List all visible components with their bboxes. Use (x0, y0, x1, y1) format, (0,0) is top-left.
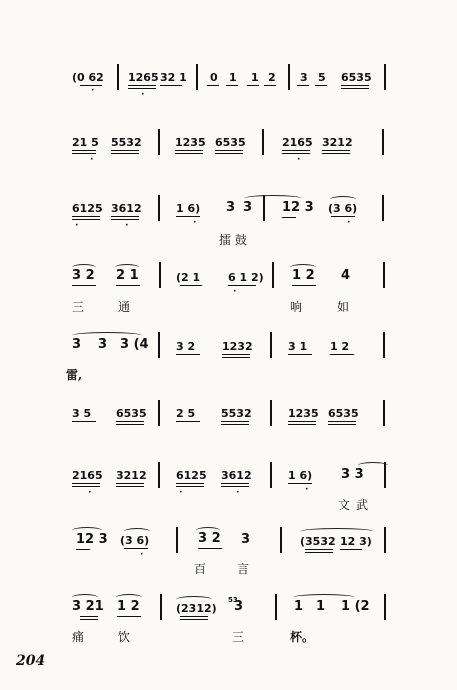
barline (262, 129, 264, 155)
underline (176, 483, 204, 484)
note: 3 (241, 532, 251, 547)
underline (247, 85, 259, 86)
lyric: 响 (290, 300, 303, 314)
note: 1 (251, 71, 259, 84)
underline (175, 150, 203, 151)
barline (288, 64, 290, 90)
slur-mark (330, 196, 356, 203)
note-group: (3532 (300, 535, 336, 548)
note-group: 6535 (328, 407, 359, 420)
underline (72, 216, 100, 217)
underline (198, 548, 222, 549)
underline (222, 354, 250, 355)
barline (384, 527, 386, 553)
underline (180, 616, 208, 617)
note-group: 2165 (282, 136, 313, 149)
underline (111, 219, 139, 220)
underline (288, 483, 312, 484)
barline (382, 129, 384, 155)
low-dot: · (179, 488, 183, 498)
note-group: 3 2 (72, 268, 95, 283)
note-group: 5532 (221, 407, 252, 420)
lyric: 雷, (66, 368, 83, 382)
note-group: 3 2 (176, 340, 196, 353)
lyric: 武 (356, 498, 369, 512)
underline (221, 486, 249, 487)
lyric: 言 (237, 562, 250, 576)
staff-row-9 (0, 592, 457, 672)
note-group: 1232 (222, 340, 253, 353)
underline (292, 285, 316, 286)
underline (221, 424, 249, 425)
note-group: 32 1 (160, 71, 187, 84)
lyric: 如 (337, 300, 350, 314)
slur-mark (300, 528, 374, 535)
note-group: 3 (4 (120, 337, 149, 352)
underline (116, 424, 144, 425)
underline (264, 85, 276, 86)
note-group: 1 2 (330, 340, 350, 353)
underline (221, 421, 249, 422)
note-group: 6 1 2) (228, 271, 264, 284)
underline (288, 354, 312, 355)
underline (72, 421, 96, 422)
underline (176, 486, 204, 487)
barline (196, 64, 198, 90)
barline (382, 195, 384, 221)
note: 3 (243, 200, 253, 215)
underline (297, 85, 309, 86)
underline (180, 285, 202, 286)
grace-notes: 53 (228, 596, 238, 604)
underline (305, 552, 333, 553)
note: 3 (72, 337, 82, 352)
underline (328, 424, 356, 425)
low-dot: · (193, 218, 197, 228)
underline (111, 153, 139, 154)
underline (116, 483, 144, 484)
note-group: 3 2 (198, 531, 221, 546)
note-group: 3612 (111, 202, 142, 215)
note-group: (3 6) (120, 534, 150, 547)
underline (226, 85, 238, 86)
note: 3 (226, 200, 236, 215)
underline (175, 153, 203, 154)
note-group: 12 3) (340, 535, 372, 548)
lyric: 通 (118, 300, 131, 314)
barline (158, 400, 160, 426)
underline (117, 616, 141, 617)
note: 2 (268, 71, 276, 84)
underline (288, 424, 316, 425)
note-group: 3 3 (341, 467, 364, 482)
underline (282, 150, 310, 151)
underline (111, 150, 139, 151)
staff-row-3 (0, 193, 457, 273)
underline (331, 216, 355, 217)
underline (341, 85, 369, 86)
barline (159, 262, 161, 288)
note-group: 1 (2 (341, 599, 370, 614)
low-dot: · (75, 221, 79, 231)
underline (72, 285, 96, 286)
note-group: (2 1 (176, 271, 201, 284)
underline (128, 85, 156, 86)
note: 1 (316, 599, 326, 614)
underline (176, 354, 200, 355)
underline (180, 619, 208, 620)
underline (288, 421, 316, 422)
barline (280, 527, 282, 553)
underline (72, 486, 100, 487)
underline (176, 421, 200, 422)
underline (282, 153, 310, 154)
note-group: 6125 (72, 202, 103, 215)
low-dot: · (297, 155, 301, 165)
underline (116, 285, 140, 286)
low-dot: · (125, 221, 129, 231)
barline (384, 64, 386, 90)
note: 0 (210, 71, 218, 84)
note-group: 1 6) (288, 469, 313, 482)
barline (158, 129, 160, 155)
barline (383, 400, 385, 426)
barline (176, 527, 178, 553)
underline (340, 549, 362, 550)
note: 3 (300, 71, 308, 84)
note-group: (0 62 (72, 71, 104, 84)
barline (158, 462, 160, 488)
barline (275, 594, 277, 620)
underline (207, 85, 219, 86)
note-group: 3 1 (288, 340, 308, 353)
note-group: 3612 (221, 469, 252, 482)
underline (322, 150, 350, 151)
note-group: 1235 (288, 407, 319, 420)
low-dot: · (91, 86, 95, 96)
note: 3 (98, 337, 108, 352)
low-dot: · (90, 155, 94, 165)
barline (270, 400, 272, 426)
underline (282, 217, 296, 218)
note: 1 (229, 71, 237, 84)
note-group: 2165 (72, 469, 103, 482)
barline (263, 195, 265, 221)
underline (128, 88, 156, 89)
note: 3 (234, 599, 244, 614)
lyric: 三 (232, 630, 245, 644)
lyric: 杯。 (290, 630, 315, 644)
note-group: 6535 (341, 71, 372, 84)
underline (76, 549, 90, 550)
barline (117, 64, 119, 90)
barline (384, 594, 386, 620)
underline (176, 216, 200, 217)
page-number: 204 (16, 653, 46, 669)
barline (270, 462, 272, 488)
underline (222, 357, 250, 358)
barline (272, 262, 274, 288)
underline (221, 483, 249, 484)
low-dot: · (88, 488, 92, 498)
underline (305, 549, 333, 550)
lyric: 三 (72, 300, 85, 314)
note-group: 6535 (116, 407, 147, 420)
underline (341, 88, 369, 89)
note-group: 21 5 (72, 136, 99, 149)
note-group: 2 1 (116, 268, 139, 283)
underline (330, 354, 354, 355)
underline (80, 619, 98, 620)
note-group: 12 3 (282, 200, 314, 215)
note: 4 (341, 268, 351, 283)
note-group: (3 6) (328, 202, 358, 215)
note-group: 3212 (116, 469, 147, 482)
note-group: 1265 (128, 71, 159, 84)
lyric: 文 (338, 498, 351, 512)
underline (228, 285, 256, 286)
barline (270, 332, 272, 358)
note-group: (2312) (176, 602, 217, 615)
note-group: 1 2 (292, 268, 315, 283)
note: 5 (318, 71, 326, 84)
underline (111, 216, 139, 217)
lyric: 痛 (72, 630, 85, 644)
low-dot: · (233, 287, 237, 297)
note-group: 1 6) (176, 202, 201, 215)
underline (116, 421, 144, 422)
barline (383, 262, 385, 288)
lyric: 饮 (118, 630, 131, 644)
note-group: 12 3 (76, 532, 108, 547)
underline (72, 219, 100, 220)
underline (215, 153, 243, 154)
slur-mark (124, 528, 150, 535)
barline (384, 462, 386, 488)
underline (124, 548, 148, 549)
note-group: 1235 (175, 136, 206, 149)
underline (72, 150, 96, 151)
note-group: 3 5 (72, 407, 92, 420)
underline (72, 153, 96, 154)
low-dot: · (236, 488, 240, 498)
underline (328, 421, 356, 422)
note-group: 2 5 (176, 407, 196, 420)
low-dot: · (347, 218, 351, 228)
note: 1 (294, 599, 304, 614)
note-group: 1 2 (117, 599, 140, 614)
note-group: 6125 (176, 469, 207, 482)
note-group: 3212 (322, 136, 353, 149)
lyric: 擂 鼓 (219, 233, 247, 247)
low-dot: · (141, 90, 145, 100)
underline (72, 483, 100, 484)
note-group: 5532 (111, 136, 142, 149)
low-dot: · (140, 550, 144, 560)
note-group: 6535 (215, 136, 246, 149)
underline (215, 150, 243, 151)
underline (160, 85, 182, 86)
underline (322, 153, 350, 154)
barline (158, 332, 160, 358)
barline (383, 332, 385, 358)
low-dot: · (305, 485, 309, 495)
note-group: 3 21 (72, 599, 104, 614)
underline (315, 85, 327, 86)
underline (116, 486, 144, 487)
underline (80, 616, 98, 617)
barline (160, 594, 162, 620)
barline (158, 195, 160, 221)
lyric: 百 (194, 562, 207, 576)
